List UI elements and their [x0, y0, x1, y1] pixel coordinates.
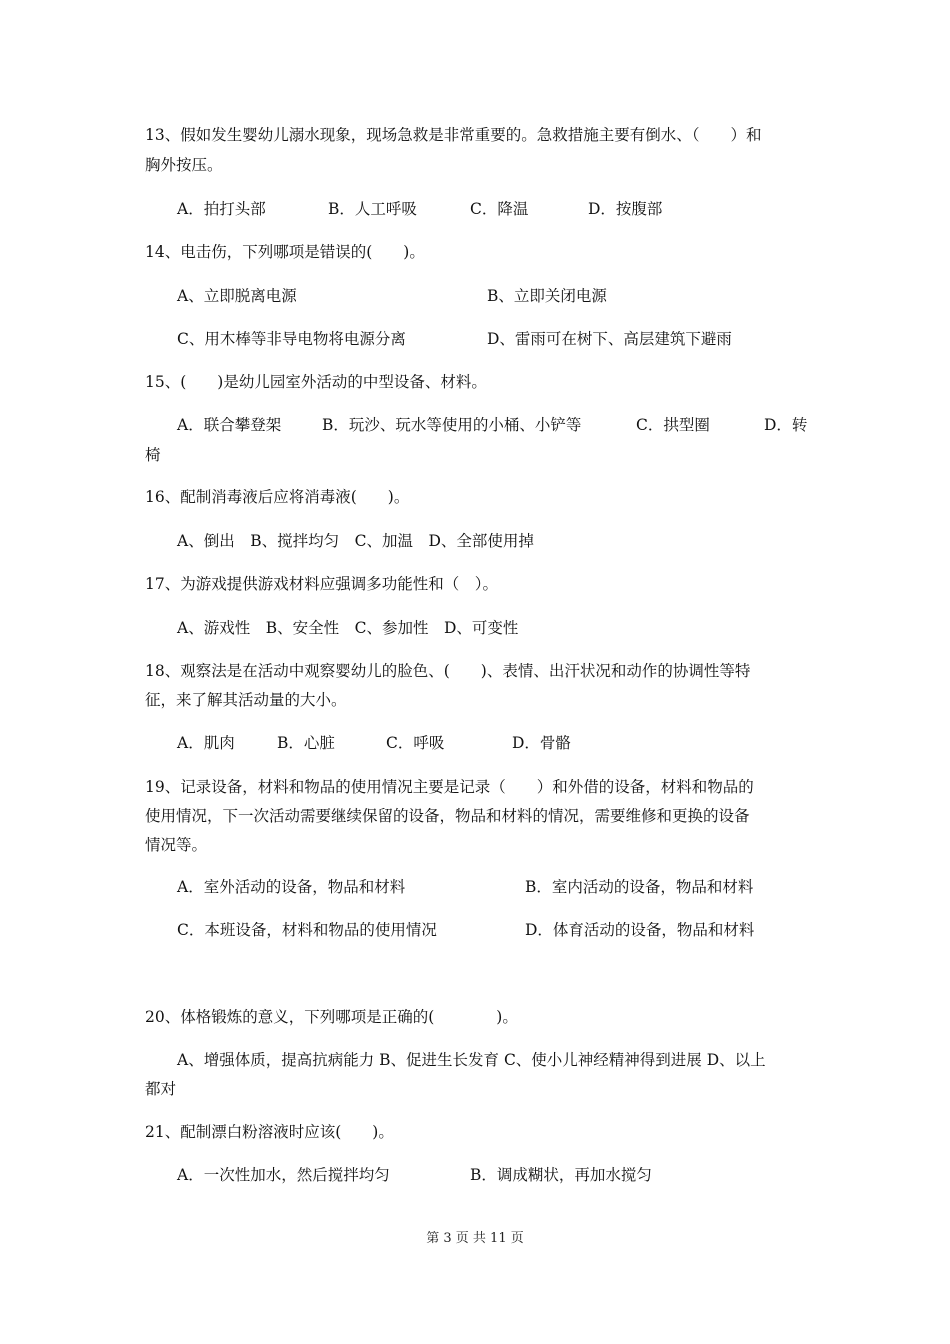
q13-option-b: B．人工呼吸 [328, 200, 417, 218]
q15-option-c: C．拱型圈 [636, 416, 710, 434]
q18-option-a: A．肌肉 [177, 734, 235, 752]
q13-option-d: D．按腹部 [588, 200, 663, 218]
q19-option-b: B．室内活动的设备，物品和材料 [525, 878, 754, 896]
q19-option-a: A．室外活动的设备，物品和材料 [177, 878, 406, 896]
question-15-line-1: 15、( )是幼儿园室外活动的中型设备、材料。 [145, 373, 487, 391]
q15-option-d-continued: 椅 [145, 446, 161, 464]
q14-option-b: B、立即关闭电源 [487, 287, 607, 305]
q19-option-d: D．体育活动的设备，物品和材料 [525, 921, 755, 939]
question-19-line-1: 19、记录设备，材料和物品的使用情况主要是记录（ ）和外借的设备，材料和物品的 [145, 778, 754, 796]
q13-option-c: C．降温 [470, 200, 529, 218]
question-21-line-1: 21、配制漂白粉溶液时应该( )。 [145, 1123, 394, 1141]
q20-options: A、增强体质，提高抗病能力 B、促进生长发育 C、使小儿神经精神得到进展 D、以上 [177, 1051, 766, 1069]
question-14-line-1: 14、电击伤，下列哪项是错误的( )。 [145, 243, 425, 261]
q13-option-a: A．拍打头部 [177, 200, 266, 218]
q14-option-d: D、雷雨可在树下、高层建筑下避雨 [487, 330, 732, 348]
question-18-line-2: 征，来了解其活动量的大小。 [145, 691, 347, 709]
question-19-line-3: 情况等。 [145, 836, 208, 854]
question-19-line-2: 使用情况，下一次活动需要继续保留的设备，物品和材料的情况，需要维修和更换的设备 [145, 807, 750, 825]
question-18-line-1: 18、观察法是在活动中观察婴幼儿的脸色、( )、表情、出汗状况和动作的协调性等特 [145, 662, 751, 680]
q15-option-b: B．玩沙、玩水等使用的小桶、小铲等 [322, 416, 582, 434]
q17-options: A、游戏性 B、安全性 C、参加性 D、可变性 [177, 619, 519, 637]
q15-option-a: A．联合攀登架 [177, 416, 282, 434]
question-17-line-1: 17、为游戏提供游戏材料应强调多功能性和（ ）。 [145, 575, 498, 593]
q21-option-a: A．一次性加水，然后搅拌均匀 [177, 1166, 390, 1184]
q15-option-d: D．转 [764, 416, 808, 434]
q18-option-d: D．骨骼 [512, 734, 571, 752]
question-20-line-1: 20、体格锻炼的意义，下列哪项是正确的( )。 [145, 1008, 518, 1026]
q18-option-c: C．呼吸 [386, 734, 445, 752]
page-footer: 第 3 页 共 11 页 [426, 1231, 524, 1246]
q14-option-c: C、用木棒等非导电物将电源分离 [177, 330, 406, 348]
q18-option-b: B．心脏 [277, 734, 335, 752]
q16-options: A、倒出 B、搅拌均匀 C、加温 D、全部使用掉 [177, 532, 534, 550]
q20-options-continued: 都对 [145, 1080, 177, 1098]
question-13-line-2: 胸外按压。 [145, 156, 223, 174]
q14-option-a: A、立即脱离电源 [177, 287, 297, 305]
question-13-line-1: 13、假如发生婴幼儿溺水现象，现场急救是非常重要的。急救措施主要有倒水、（ ）和 [145, 126, 762, 144]
q21-option-b: B．调成糊状，再加水搅匀 [470, 1166, 652, 1184]
question-16-line-1: 16、配制消毒液后应将消毒液( )。 [145, 488, 410, 506]
q19-option-c: C．本班设备，材料和物品的使用情况 [177, 921, 437, 939]
